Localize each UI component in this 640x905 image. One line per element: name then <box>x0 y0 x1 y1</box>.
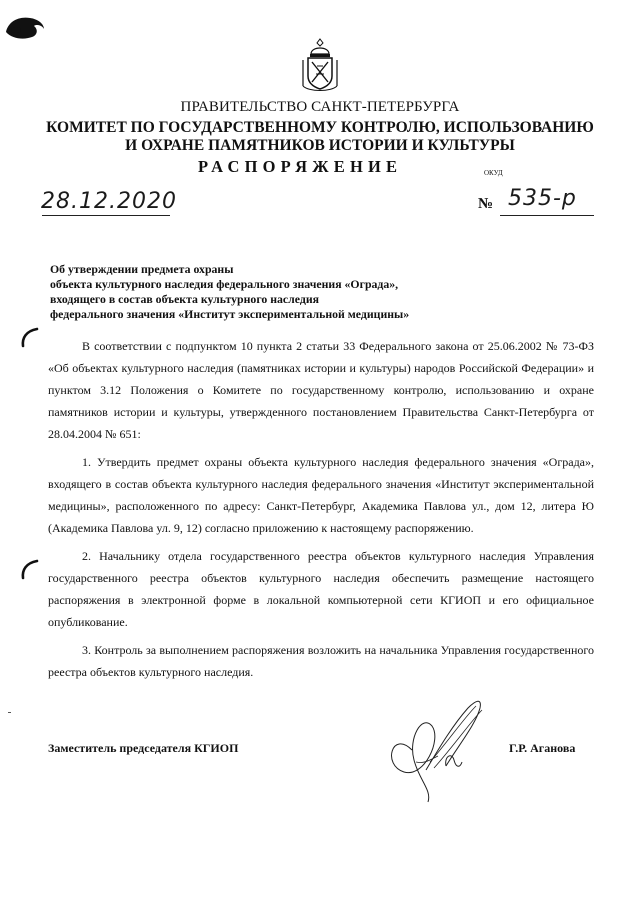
number-underline <box>500 215 594 216</box>
subject-line: входящего в состав объекта культурного наследия <box>50 292 320 306</box>
body-paragraph: 1. Утвердить предмет охраны объекта культурного наследия федерального значения «Ограда», входящего в состав объекта культурного наследия федерального значения «Институт экспериментальной медицины», расположенного по адресу: Санкт-Петербург, Академика Павлова ул., дом 12, литера Ю (Академика Павлова ул. 9, 12) согласно приложению к настоящему распоряжению. <box>48 455 594 535</box>
number-sign: № <box>478 196 494 212</box>
subject-block <box>50 262 470 322</box>
body-paragraph: В соответствии с подпунктом 10 пункта 2 статьи 33 Федерального закона от 25.06.2002 № 73-ФЗ «Об объектах культурного наследия (памятниках истории и культуры) народов Российской Федерации» и пунктом 3.12 Положения о Комитете по государственному контролю, использованию и охране памятников истории и культуры, утвержденного постановлением Правительства Санкт-Петербурга от 28.04.2004 № 651: <box>48 339 594 441</box>
document-type-title: РАСПОРЯЖЕНИЕ <box>198 157 403 176</box>
committee-heading <box>0 119 640 155</box>
subject-line: федерального значения «Институт экспериментальной медицины» <box>50 307 410 321</box>
committee-heading-line: КОМИТЕТ ПО ГОСУДАРСТВЕННОМУ КОНТРОЛЮ, ИСПОЛЬЗОВАНИЮ <box>46 119 594 136</box>
government-heading: ПРАВИТЕЛЬСТВО САНКТ-ПЕТЕРБУРГА <box>180 99 460 115</box>
margin-hook-icon <box>20 558 40 580</box>
scan-speck <box>8 712 11 713</box>
subject-line: объекта культурного наследия федерального значения «Ограда», <box>50 277 399 291</box>
corner-mark-icon <box>4 12 46 44</box>
okud-label: ОКУД <box>484 169 503 177</box>
subject-line: Об утверждении предмета охраны <box>50 262 234 276</box>
signatory-title: Заместитель председателя КГИОП <box>48 741 239 755</box>
date-underline <box>42 215 170 216</box>
coat-of-arms-icon <box>299 36 341 94</box>
body-paragraph: 2. Начальнику отдела государственного реестра объектов культурного наследия Управления государственного реестра объектов культурного наследия обеспечить размещение настоящего распоряжения в электронной форме в локальной компьютерной сети КГИОП и его официальное опубликование. <box>48 549 594 629</box>
margin-hook-icon <box>20 326 40 348</box>
signatory-name: Г.Р. Аганова <box>509 741 576 755</box>
handwritten-signature-icon <box>372 690 496 810</box>
handwritten-number: 535-р <box>508 186 577 211</box>
committee-heading-line: И ОХРАНЕ ПАМЯТНИКОВ ИСТОРИИ И КУЛЬТУРЫ <box>125 137 515 154</box>
body-text <box>48 335 594 683</box>
body-paragraph: 3. Контроль за выполнением распоряжения возложить на начальника Управления государственного реестра объектов культурного наследия. <box>48 643 594 679</box>
handwritten-date: 28.12.2020 <box>41 189 177 214</box>
